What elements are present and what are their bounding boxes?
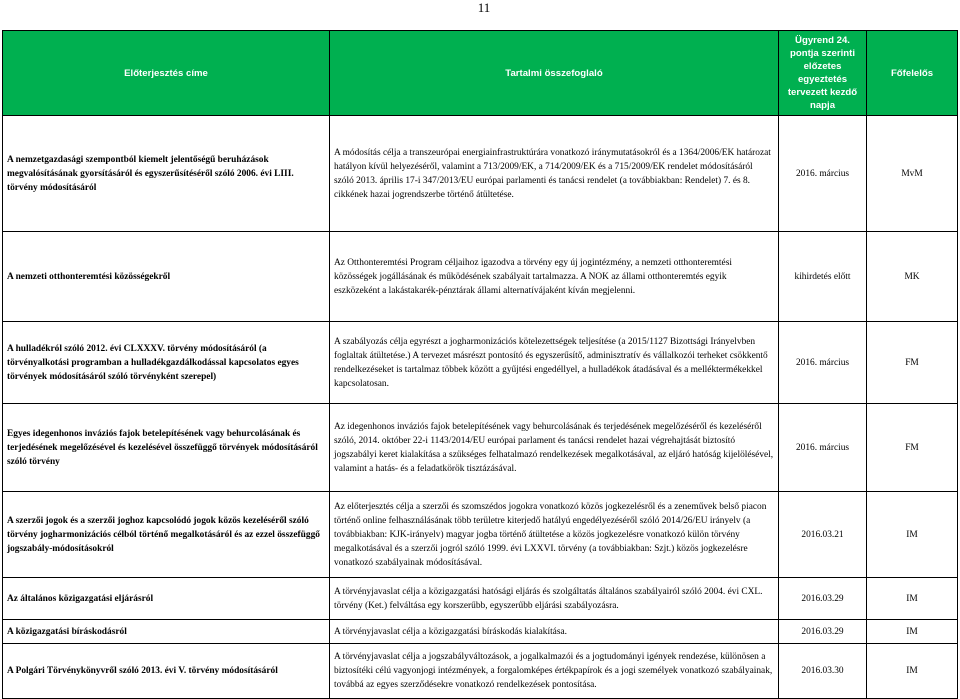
table-row [3,492,958,578]
proposal-title: Az általános közigazgatási eljárásról [3,578,330,620]
proposal-deadline: 2016. március [779,322,867,404]
proposal-responsible: FM [867,322,958,404]
proposal-title: Egyes idegenhonos inváziós fajok betelepítésének vagy behurcolásának és terjedésének megelőzésével és kezelésével összefüggő törvények módosításáról szóló törvény [3,404,330,492]
table-row [3,620,958,644]
table-row [3,232,958,322]
table-header-row [3,31,958,116]
proposal-deadline: 2016.03.30 [779,644,867,699]
proposal-responsible: FM [867,404,958,492]
proposal-deadline: 2016.03.29 [779,578,867,620]
proposal-deadline: 2016. március [779,404,867,492]
table-row [3,322,958,404]
page-number: 11 [477,0,491,15]
proposal-summary: A törvényjavaslat célja a jogszabályváltozások, a jogalkalmazói és a jogtudományi igények rendezése, különösen a biztosítéki célú vagyonjogi intézmények, a forgalomképes értékpapírok és a jogi személyek vonatkozó szabályainak, továbbá az egyes szerződésekre vonatkozó rendelkezések pontosítása. [330,644,779,699]
proposal-responsible: MvM [867,116,958,232]
proposal-deadline: 2016.03.21 [779,492,867,578]
proposal-responsible: IM [867,492,958,578]
proposal-summary: Az idegenhonos inváziós fajok betelepítésének vagy behurcolásának és terjedésének megelőzéséről és kezeléséről szóló, 2014. október 22-i 1143/2014/EU európai parlament és tanácsi rendelet hazai végrehajtását biztosító jogszabályi keret kialakítása a szükséges felhatalmazó rendelkezések megalkotásával, az eljáró hatóság kijelölésével, valamint a hatás- és a feladatkörök tisztázásával. [330,404,779,492]
header-responsible: Főfelelős [867,31,958,116]
proposal-title: A nemzeti otthonteremtési közösségekről [3,232,330,322]
table-row [3,644,958,699]
proposal-summary: Az előterjesztés célja a szerzői és szomszédos jogokra vonatkozó közös jogkezelésről és a zeneművek belső piacon történő online felhasználásának több területre kiterjedő hatályú engedélyezéséről szóló 2014/26/EU irányelv (a továbbiakban: KJK-irányelv) magyar jogba történő átültetése a közös jogkezelésre vonatkozó külön törvény megalkotásával és a szerzői jogról szóló 1999. évi LXXVI. törvény (a továbbiakban: Szjt.) közös jogkezelésre vonatkozó szabályainak módosításával. [330,492,779,578]
proposal-summary: A törvényjavaslat célja a közigazgatási bíráskodás kialakítása. [330,620,779,644]
proposal-responsible: IM [867,620,958,644]
proposal-title: A hulladékról szóló 2012. évi CLXXXV. törvény módosításáról (a törvényalkotási programban a hulladékgazdálkodással kapcsolatos egyes törvények módosításáról szóló törvényként szerepel) [3,322,330,404]
header-summary: Tartalmi összefoglaló [330,31,779,116]
table-row [3,578,958,620]
legislative-plan-table [2,30,958,699]
header-title: Előterjesztés címe [3,31,330,116]
proposal-responsible: IM [867,644,958,699]
table-row [3,404,958,492]
proposal-responsible: IM [867,578,958,620]
header-deadline: Ügyrend 24. pontja szerinti előzetes egyeztetés tervezett kezdő napja [779,31,867,116]
proposal-title: A Polgári Törvénykönyvről szóló 2013. évi V. törvény módosításáról [3,644,330,699]
proposal-title: A szerzői jogok és a szerzői joghoz kapcsolódó jogok közös kezeléséről szóló törvény jogharmonizációs célból történő megalkotásáról és az ezzel összefüggő jogszabály-módosításokról [3,492,330,578]
proposal-summary: A szabályozás célja egyrészt a jogharmonizációs kötelezettségek teljesítése (a 2015/1127 Bizottsági Irányelvben foglaltak átültetése.) A tervezet másrészt pontosító és egyszerűsítő, adminisztratív és vállalkozói terheket csökkentő rendelkezéseket is tartalmaz többek között a gyűjtési engedéllyel, a hulladékok átadásával és a melléktermékekkel kapcsolatosan. [330,322,779,404]
proposal-deadline: kihirdetés előtt [779,232,867,322]
proposal-responsible: MK [867,232,958,322]
proposal-summary: Az Otthonteremtési Program céljaihoz igazodva a törvény egy új jogintézmény, a nemzeti otthonteremtési közösségek jogállásának és működésének szabályait tartalmazza. A NOK az állami otthonteremtés egyik eszközeként a lakástakarék-pénztárak állami alternatívájaként kíván megjelenni. [330,232,779,322]
proposal-deadline: 2016.03.29 [779,620,867,644]
proposal-title: A közigazgatási bíráskodásról [3,620,330,644]
proposal-deadline: 2016. március [779,116,867,232]
proposal-summary: A módosítás célja a transzeurópai energiainfrastruktúrára vonatkozó iránymutatásokról és a 1364/2006/EK határozat hatályon kívül helyezéséről, valamint a 713/2009/EK, a 714/2009/EK és a 715/2009/EK rendelet módosításáról szóló 2013. április 17-i 347/2013/EU európai parlamenti és tanácsi rendelet (a továbbiakban: Rendelet) 7. és 8. cikkének hazai jogrendszerbe történő átültetése. [330,116,779,232]
proposal-summary: A törvényjavaslat célja a közigazgatási hatósági eljárás és szolgáltatás általános szabályairól szóló 2004. évi CXL. törvény (Ket.) felváltása egy korszerűbb, egyszerűbb eljárási szabályozásra. [330,578,779,620]
table-row [3,116,958,232]
proposal-title: A nemzetgazdasági szempontból kiemelt jelentőségű beruházások megvalósításának gyorsításáról és egyszerűsítéséről szóló 2006. évi LIII. törvény módosításáról [3,116,330,232]
